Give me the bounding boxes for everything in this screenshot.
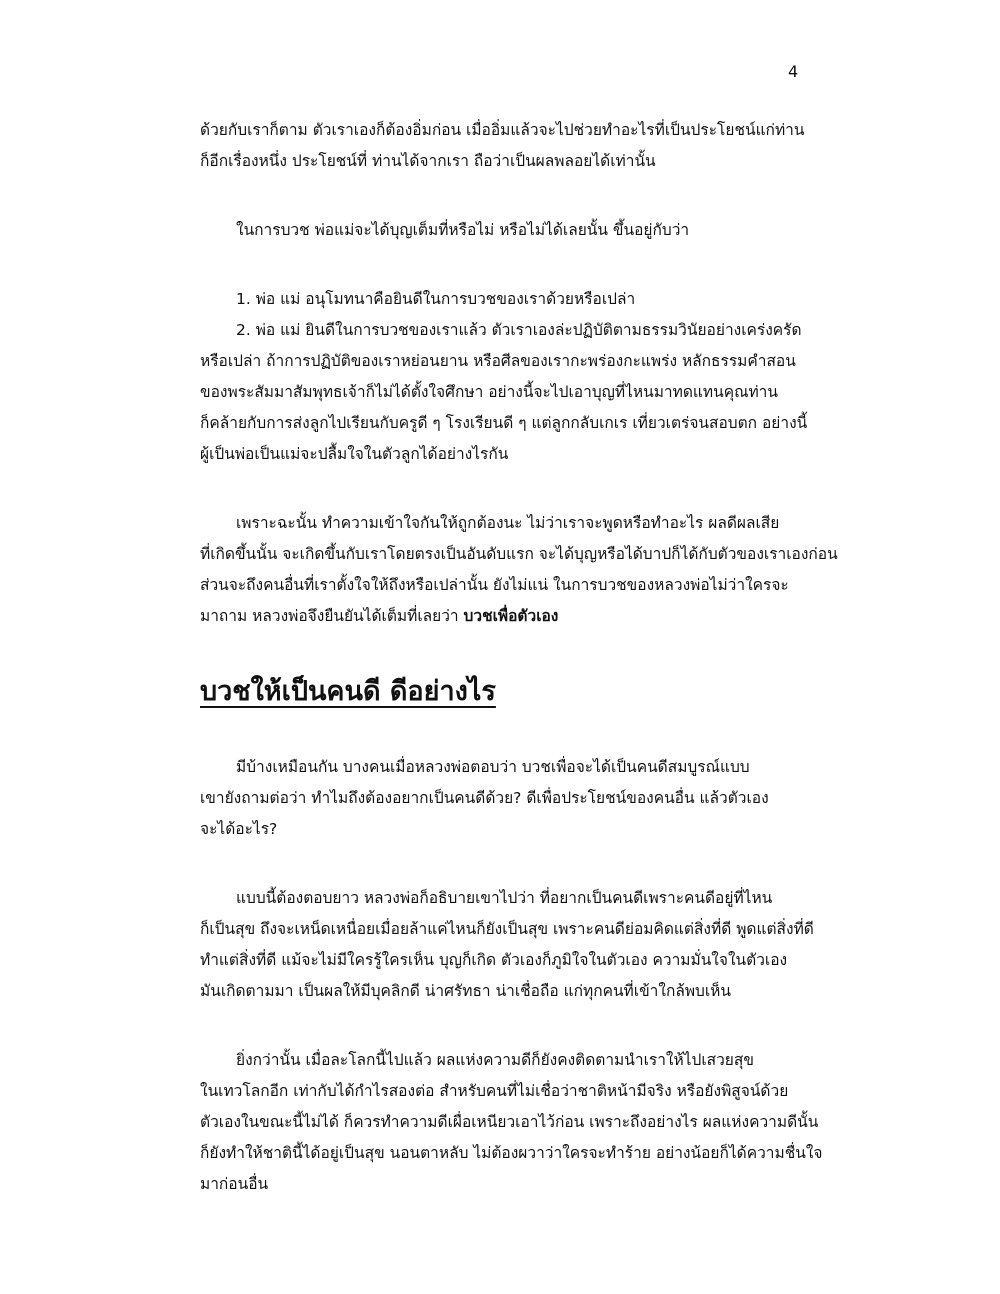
paragraph-line: ตัวเองในขณะนี้ไม่ได้ ก็ควรทำความดีเผื่อเหนียวเอาไว้ก่อน เพราะถึงอย่างไร ผลแห่งความดีนั้น [200,1113,819,1131]
paragraph-5 [200,752,820,845]
paragraph-line: ในการบวช พ่อแม่จะได้บุญเต็มที่หรือไม่ หรือไม่ได้เลยนั้น ขึ้นอยู่กับว่า [236,221,690,239]
paragraph-line: ก็คล้ายกับการส่งลูกไปเรียนกับครูดี ๆ โรงเรียนดี ๆ แต่ลูกกลับเกเร เที่ยวเตร่จนสอบตก อย่างนี้ [200,414,808,432]
paragraph-line: ที่เกิดขึ้นนั้น จะเกิดขึ้นกับเราโดยตรงเป็นอันดับแรก จะได้บุญหรือได้บาปก็ได้กับตัวของเราเองก่อน [200,545,838,563]
paragraph-line: ผู้เป็นพ่อเป็นแม่จะปลื้มใจในตัวลูกได้อย่างไรกัน [200,445,509,463]
paragraph-line: ในเทวโลกอีก เท่ากับได้กำไรสองต่อ สำหรับคนที่ไม่เชื่อว่าชาติหน้ามีจริง หรือยังพิสูจน์ด้วย [200,1082,789,1100]
paragraph-line: ด้วยกับเราก็ตาม ตัวเราเองก็ต้องอิ่มก่อน เมื่ออิ่มแล้วจะไปช่วยทำอะไรที่เป็นประโยชน์แก่ท่าน [200,121,805,139]
paragraph-1 [200,115,820,177]
paragraph-2 [200,215,820,246]
paragraph-text: มาถาม หลวงพ่อจึงยืนยันได้เต็มที่เลยว่า [200,607,464,625]
paragraph-line-final [200,601,820,632]
paragraph-line: ของพระสัมมาสัมพุทธเจ้าก็ไม่ได้ตั้งใจศึกษา อย่างนี้จะไปเอาบุญที่ไหนมาทดแทนคุณท่าน [200,383,778,401]
paragraph-4 [200,508,838,632]
paragraph-line: ก็เป็นสุข ถึงจะเหน็ดเหนื่อยเมื่อยล้าแค่ไหนก็ยังเป็นสุข เพราะคนดีย่อมคิดแต่สิ่งที่ดี พูดแต่สิ่งที่ดี [200,920,814,938]
list-item-1: 1. พ่อ แม่ อนุโมทนาคือยินดีในการบวชของเราด้วยหรือเปล่า [236,290,636,308]
paragraph-line: ก็อีกเรื่องหนึ่ง ประโยชน์ที่ ท่านได้จากเรา ถือว่าเป็นผลพลอยได้เท่านั้น [200,152,656,170]
paragraph-line: จะได้อะไร? [200,820,278,838]
paragraph-line: มีบ้างเหมือนกัน บางคนเมื่อหลวงพ่อตอบว่า บวชเพื่อจะได้เป็นคนดีสมบูรณ์แบบ [236,758,750,776]
paragraph-line: ทำแต่สิ่งที่ดี แม้จะไม่มีใครรู้ใครเห็น บุญก็เกิด ตัวเองก็ภูมิใจในตัวเอง ความมั่นใจในตัวเอง [200,951,788,969]
paragraph-6 [200,883,820,1007]
paragraph-line: หรือเปล่า ถ้าการปฏิบัติของเราหย่อนยาน หรือศีลของเรากะพร่องกะแพร่ง หลักธรรมคำสอน [200,352,796,370]
paragraph-line: เพราะฉะนั้น ทำความเข้าใจกันให้ถูกต้องนะ ไม่ว่าเราจะพูดหรือทำอะไร ผลดีผลเสีย [236,514,780,532]
paragraph-7 [200,1045,823,1200]
paragraph-line: ยิ่งกว่านั้น เมื่อละโลกนี้ไปแล้ว ผลแห่งความดีก็ยังคงติดตามนำเราให้ไปเสวยสุข [236,1051,754,1069]
paragraph-line: แบบนี้ต้องตอบยาว หลวงพ่อก็อธิบายเขาไปว่า ที่อยากเป็นคนดีเพราะคนดีอยู่ที่ไหน [236,889,773,907]
bold-emphasis: บวชเพื่อตัวเอง [463,607,559,625]
list-item-2: 2. พ่อ แม่ ยินดีในการบวชของเราแล้ว ตัวเราเองล่ะปฏิบัติตามธรรมวินัยอย่างเคร่งครัด [236,321,802,339]
document-body [200,115,838,1200]
paragraph-line: ส่วนจะถึงคนอื่นที่เราตั้งใจให้ถึงหรือเปล่านั้น ยังไม่แน่ ในการบวชของหลวงพ่อไม่ว่าใครจะ [200,576,789,594]
paragraph-line: เขายังถามต่อว่า ทำไมถึงต้องอยากเป็นคนดีด้วย? ดีเพื่อประโยชน์ของคนอื่น แล้วตัวเอง [200,789,769,807]
paragraph-3-list [200,284,820,470]
page-number: 4 [788,62,799,81]
paragraph-line: ก็ยังทำให้ชาตินี้ได้อยู่เป็นสุข นอนตาหลับ ไม่ต้องผวาว่าใครจะทำร้าย อย่างน้อยก็ได้ความชื่นใจ [200,1144,823,1162]
paragraph-line: มาก่อนอื่น [200,1175,269,1193]
paragraph-line: มันเกิดตามมา เป็นผลให้มีบุคลิกดี น่าศรัทธา น่าเชื่อถือ แก่ทุกคนที่เข้าใกล้พบเห็น [200,982,731,1000]
section-heading: บวชให้เป็นคนดี ดีอย่างไร [200,676,496,707]
